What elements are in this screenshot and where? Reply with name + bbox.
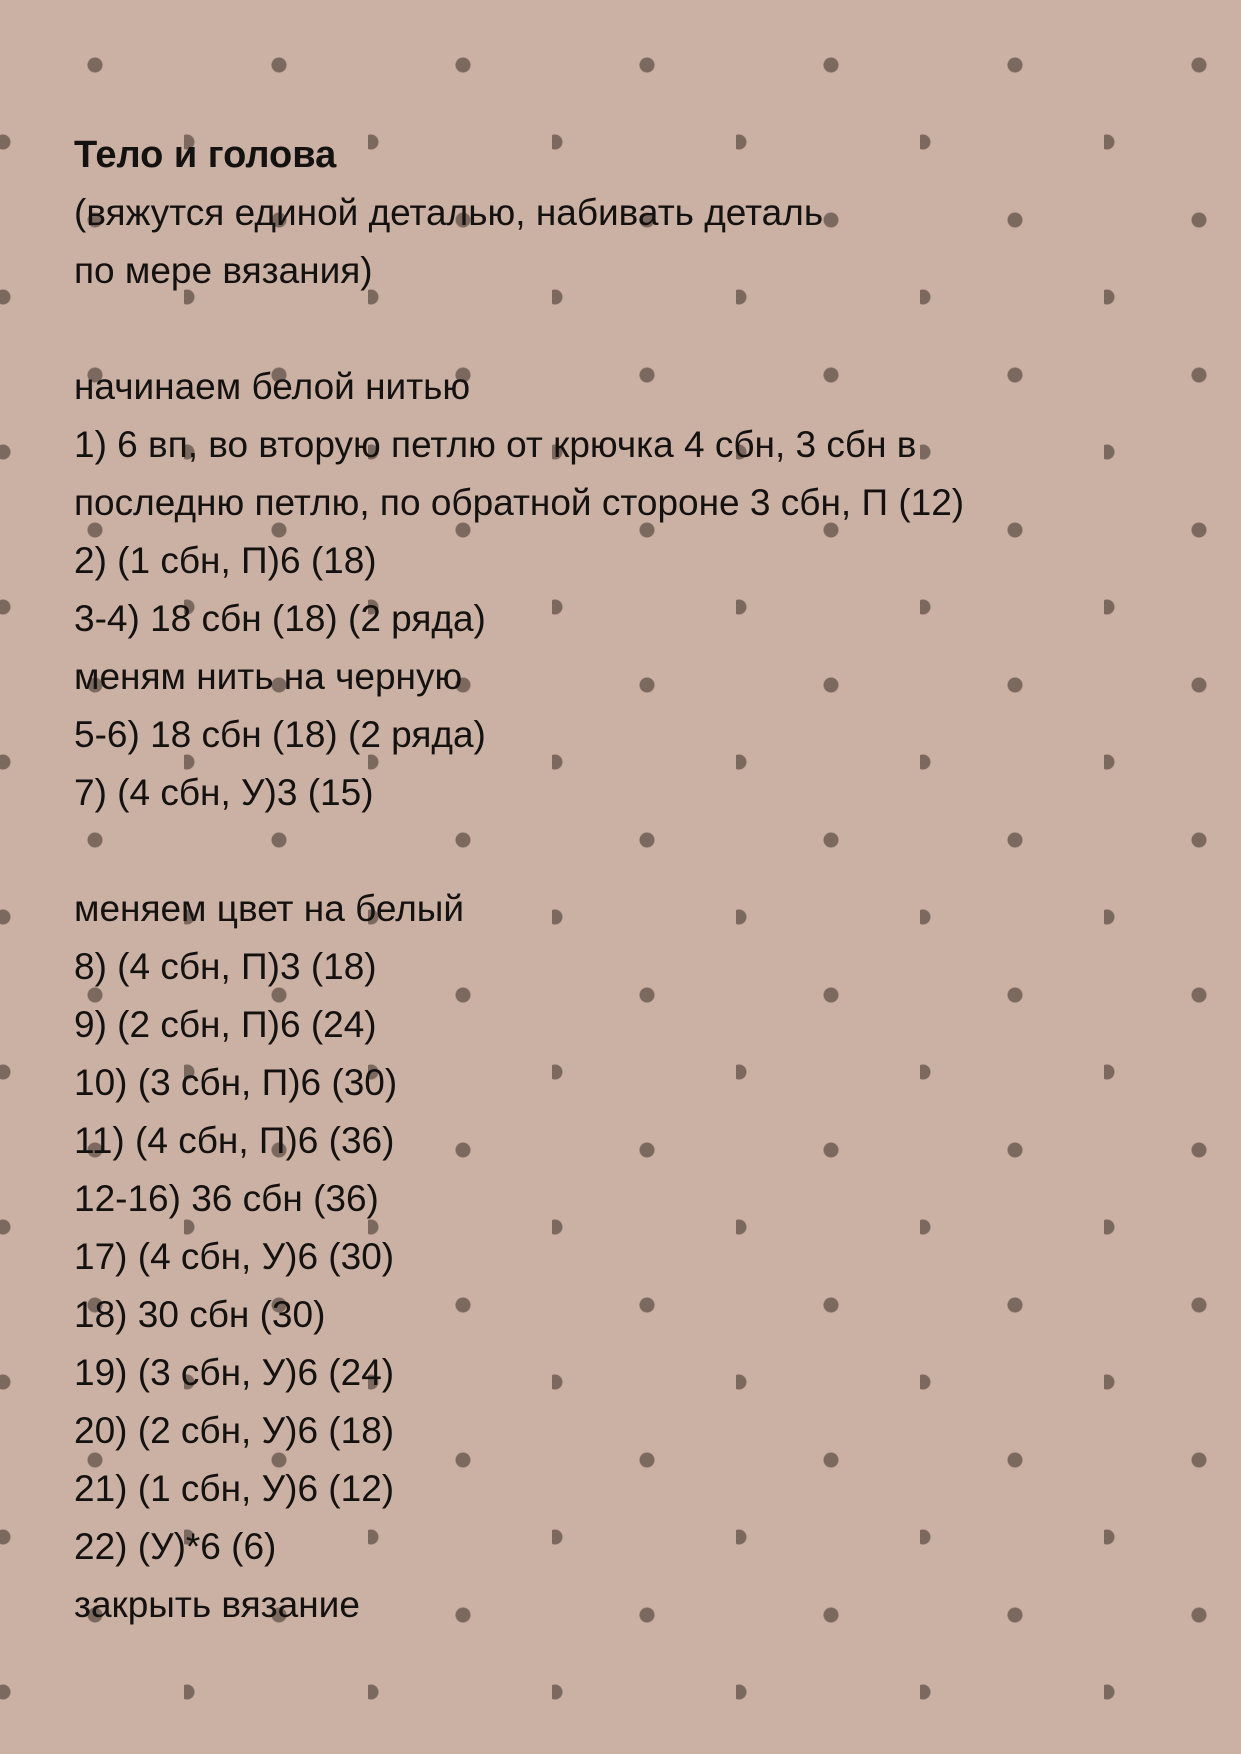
subtitle-line-1: (вяжутся единой деталью, набивать деталь [74, 192, 824, 233]
pattern-page [74, 126, 1194, 1634]
instruction-line: меняем цвет на белый [74, 888, 465, 929]
instruction-line: 1) 6 вп, во вторую петлю от крючка 4 сбн, 3 сбн в [74, 424, 917, 465]
instruction-line: меням нить на черную [74, 656, 463, 697]
instruction-line: 2) (1 сбн, П)6 (18) [74, 540, 377, 581]
spacer [74, 822, 1194, 880]
instruction-line: начинаем белой нитью [74, 366, 471, 407]
instruction-line: 19) (3 сбн, У)6 (24) [74, 1352, 395, 1393]
subtitle-line-2: по мере вязания) [74, 250, 373, 291]
instruction-line: 11) (4 сбн, П)6 (36) [74, 1120, 395, 1161]
instruction-line: 17) (4 сбн, У)6 (30) [74, 1236, 395, 1277]
instruction-line: закрыть вязание [74, 1584, 360, 1625]
spacer [74, 300, 1194, 358]
instruction-line: 12-16) 36 сбн (36) [74, 1178, 379, 1219]
instruction-line: 5-6) 18 сбн (18) (2 ряда) [74, 714, 486, 755]
instruction-line: 18) 30 сбн (30) [74, 1294, 326, 1335]
section-title: Тело и голова [74, 134, 337, 176]
instruction-line: 3-4) 18 сбн (18) (2 ряда) [74, 598, 486, 639]
instruction-line: 7) (4 сбн, У)3 (15) [74, 772, 374, 813]
instruction-line: 10) (3 сбн, П)6 (30) [74, 1062, 398, 1103]
instruction-line: 21) (1 сбн, У)6 (12) [74, 1468, 395, 1509]
instruction-line: 22) (У)*6 (6) [74, 1526, 277, 1567]
instruction-line: последню петлю, по обратной стороне 3 сбн, П (12) [74, 482, 965, 523]
instruction-line: 20) (2 сбн, У)6 (18) [74, 1410, 395, 1451]
instruction-line: 8) (4 сбн, П)3 (18) [74, 946, 377, 987]
instruction-line: 9) (2 сбн, П)6 (24) [74, 1004, 377, 1045]
